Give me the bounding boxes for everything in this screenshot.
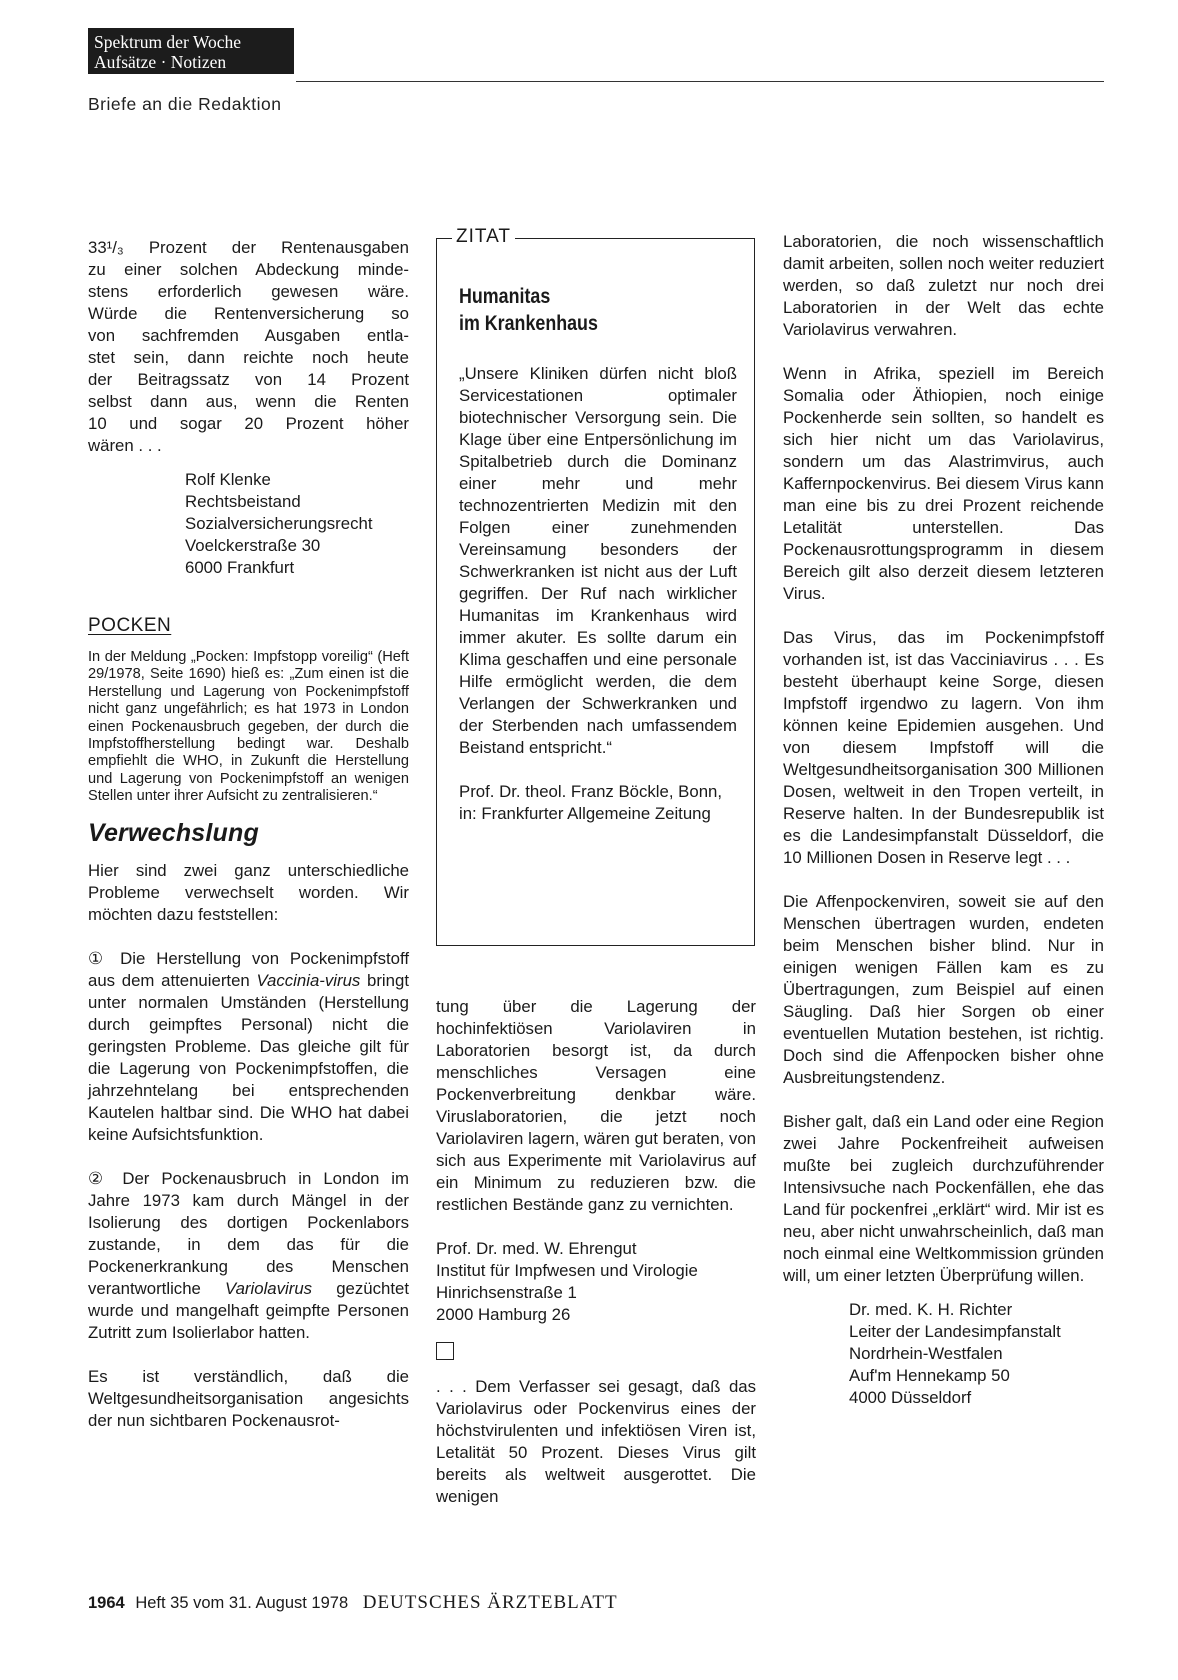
magazine-name: DEUTSCHES ÄRZTEBLATT xyxy=(362,1592,618,1613)
signature-line: Voelckerstraße 30 xyxy=(185,536,321,555)
zitat-title-line: im Krankenhaus xyxy=(459,312,598,335)
ehrengut-para: tung über die Lagerung der hochinfektiösen Variolaviren in Laboratorien besorgt ist, da durch menschliches Versagen eine Pockenverbreitung denkbar wäre. Viruslaboratorien, die jetzt noch Variolaviren lagern, wären gut beraten, von sich aus Experimente mit Variolavirus auf ein Minimum zu reduzieren bzw. die restlichen Bestände ganz zu vernichten. xyxy=(436,997,756,1214)
signature-line: 6000 Frankfurt xyxy=(185,558,295,577)
intro-line: 10 und sogar 20 Prozent höher xyxy=(88,414,409,433)
para-text: gezüchtet wurde und mangelhaft geimpfte Personen Zutritt zum Isolierlabor hatten. xyxy=(88,1278,409,1342)
signature-line: Auf'm Hennekamp 50 xyxy=(849,1366,1010,1385)
page-number: 1964 xyxy=(88,1594,125,1612)
zitat-title xyxy=(459,283,598,337)
number-1-icon: ① xyxy=(88,948,110,968)
richter-para-2: Laboratorien, die noch wissenschaftlich damit arbeiten, sollen noch weiter reduziert werden, so daß zuletzt nur noch drei Laboratorien in der Welt das echte Variolavirus verwahren. xyxy=(783,232,1104,339)
separator-row xyxy=(436,1342,756,1368)
signature-richter xyxy=(783,1299,1104,1409)
zitat-body xyxy=(459,363,737,825)
verwechslung-para-1: Hier sind zwei ganz unterschiedliche Probleme verwechselt worden. Wir möchten dazu feststellen: xyxy=(88,860,409,924)
letter-1-intro xyxy=(88,237,409,457)
intro-line: von sachfremden Ausgaben entla- xyxy=(88,326,409,345)
zitat-source: Prof. Dr. theol. Franz Böckle, Bonn, in: Frankfurter Allgemeine Zeitung xyxy=(459,782,723,823)
signature-line: Rolf Klenke xyxy=(185,470,271,489)
column-3 xyxy=(783,231,1104,1409)
intro-line: der Beitragssatz von 14 Prozent xyxy=(88,370,409,389)
zitat-label: ZITAT xyxy=(452,226,515,248)
signature-line: Rechtsbeistand xyxy=(185,492,301,511)
signature-line: Dr. med. K. H. Richter xyxy=(849,1300,1013,1319)
signature-line: Sozialversicherungsrecht xyxy=(185,514,373,533)
intro-line: Würde die Rentenversicherung so xyxy=(88,304,409,323)
column-2 xyxy=(436,996,756,1508)
signature-ehrengut xyxy=(436,1238,756,1326)
signature-line: Prof. Dr. med. W. Ehrengut xyxy=(436,1239,637,1258)
para-text: Der Pockenausbruch in London im Jahre 1973 kam durch Mängel in der Isolierung des dortigen Pockenlabors zustande, in dem das für die Pockenerkrankung des Menschen verantwortliche xyxy=(88,1168,409,1298)
intro-line: stet sein, dann reichte noch heute xyxy=(88,348,409,367)
verwechslung-para-2 xyxy=(88,948,409,1146)
para-text: bringt unter normalen Umständen (Herstellung durch geimpftes Personal) nicht die geringsten Probleme. Das gleiche gilt für die Lagerung von Pockenimpfstoffen, die jahrzehntelang bei entsprechenden Kautelen haltbar sind. Die WHO hat dabei keine Aufsichtsfunktion. xyxy=(88,970,409,1144)
signature-line: Hinrichsenstraße 1 xyxy=(436,1283,577,1302)
top-rule xyxy=(296,81,1104,82)
intro-line: zu einer solchen Abdeckung minde- xyxy=(88,260,409,279)
para-italic: Variolavirus xyxy=(225,1278,313,1298)
signature-line: 2000 Hamburg 26 xyxy=(436,1305,571,1324)
pocken-heading: POCKEN xyxy=(88,615,172,636)
para-italic: Vaccinia-virus xyxy=(256,970,361,990)
richter-para-3: Wenn in Afrika, speziell im Bereich Somalia oder Äthiopien, noch einige Pockenherde sein sollten, so handelt es sich hier nicht um das Variolavirus, sondern um das Alastrimvirus, auch Kaffernpockenvirus. Bei diesem Virus kann man eine bis zu drei Prozent reichende Letalität unterstellen. Das Pockenausrottungsprogramm in diesem Bereich gilt also derzeit diesem letzteren Virus. xyxy=(783,364,1104,603)
signature-line: Nordrhein-Westfalen xyxy=(849,1344,1003,1363)
richter-para-6: Bisher galt, daß ein Land oder eine Region zwei Jahre Pockenfreiheit aufweisen mußte bei zugleich durchzuführender Intensivsuche nach Pockenfällen, ehe das Land für pockenfrei „erklärt“ wird. Mir ist es neu, aber nicht unwahrscheinlich, daß man noch einmal eine Weltkommission gründen will, um einer letzten Überprüfung willen. xyxy=(783,1112,1104,1285)
richter-para-4: Das Virus, das im Pockenimpfstoff vorhanden ist, ist das Vacciniavirus . . . Es besteht überhaupt keine Sorge, diesen Impfstoff irgendwo zu lagern. Von ihm können keine Epidemien ausgehen. Und von diesem Impfstoff will die Weltgesundheitsorganisation 300 Millionen Dosen, weltweit in den Tropen verteilt, in Reserve halten. In der Bundesrepublik ist es die Landesimpfanstalt Düsseldorf, die 10 Millionen Dosen in Reserve legt . . . xyxy=(783,628,1104,867)
verwechslung-para-3 xyxy=(88,1168,409,1344)
verwechslung-para-4: Es ist verständlich, daß die Weltgesundheitsorganisation angesichts der nun sichtbaren Pockenausrot- xyxy=(88,1366,409,1430)
column-1 xyxy=(88,237,409,1432)
signature-klenke xyxy=(88,469,409,579)
richter-para-5: Die Affenpockenviren, soweit sie auf den Menschen übertragen wurden, endeten beim Menschen bisher blind. Nur in einigen wenigen Fällen kam es zu Übertragungen, zum Beispiel auf einen Säugling. Daß hier Sorgen ob einer eventuellen Mutation bestehen, ist richtig. Doch sind die Affenpocken bisher ohne Ausbreitungstendenz. xyxy=(783,892,1104,1087)
box-separator-icon xyxy=(436,1342,454,1360)
header-line-1: Spektrum der Woche xyxy=(94,32,241,52)
richter-para-1: . . . Dem Verfasser sei gesagt, daß das Variolavirus oder Pockenvirus eines der höchstvirulenten und infektiösen Viren ist, Letalität 50 Prozent. Dieses Virus gilt bereits als weltweit ausgerottet. Die wenigen xyxy=(436,1377,756,1506)
intro-line: wären . . . xyxy=(88,436,162,455)
signature-line: Leiter der Landesimpfanstalt xyxy=(849,1322,1061,1341)
signature-line: 4000 Düsseldorf xyxy=(849,1388,972,1407)
intro-line: stens erforderlich gewesen wäre. xyxy=(88,282,409,301)
signature-line: Institut für Impfwesen und Virologie xyxy=(436,1261,698,1280)
header-line-2: Aufsätze · Notizen xyxy=(94,52,227,72)
number-2-icon: ② xyxy=(88,1168,111,1188)
section-header-box xyxy=(88,28,294,74)
intro-line: selbst dann aus, wenn die Renten xyxy=(88,392,409,411)
zitat-quote: „Unsere Kliniken dürfen nicht bloß Servicestationen optimaler biotechnischer Versorgung sein. Die Klage über eine Entpersönlichung im Spitalbetrieb durch die Dominanz einer mehr und mehr technozentrierten Medizin mit den Folgen einer zunehmenden Vereinsamung besonders der Schwerkranken ist nicht aus der Luft gegriffen. Der Ruf nach wirklicher Humanitas im Krankenhaus wird immer akuter. Es sollte darum ein Klima geschaffen und eine personale Hilfe ermöglicht werden, die dem Verlangen der Schwerkranken und der Sterbenden nach umfassendem Beistand entspricht.“ xyxy=(459,364,737,757)
verwechslung-heading: Verwechslung xyxy=(88,818,259,847)
issue-info: Heft 35 vom 31. August 1978 xyxy=(135,1594,349,1612)
section-title: Briefe an die Redaktion xyxy=(88,94,282,114)
zitat-title-line: Humanitas xyxy=(459,285,551,308)
para-text: Die Herstellung von Pockenimpfstoff aus dem attenuierten xyxy=(88,948,409,990)
pocken-quote: In der Meldung „Pocken: Impfstopp voreilig“ (Heft 29/1978, Seite 1690) hieß es: „Zum einen ist die Herstellung und Lagerung von Pockenimpfstoff nicht ganz ungefährlich; es hat 1973 in London einen Pockenausbruch gegeben, der durch die Impfstoffherstellung bedingt war. Deshalb empfiehlt die WHO, in Zukunft die Herstellung und Lagerung von Pockenimpfstoff an wenigen Stellen unter ihrer Aufsicht zu zentralisieren.“ xyxy=(88,649,409,805)
page-footer xyxy=(88,1592,618,1614)
intro-line: 33¹/₃ Prozent der Rentenausgaben xyxy=(88,238,409,257)
